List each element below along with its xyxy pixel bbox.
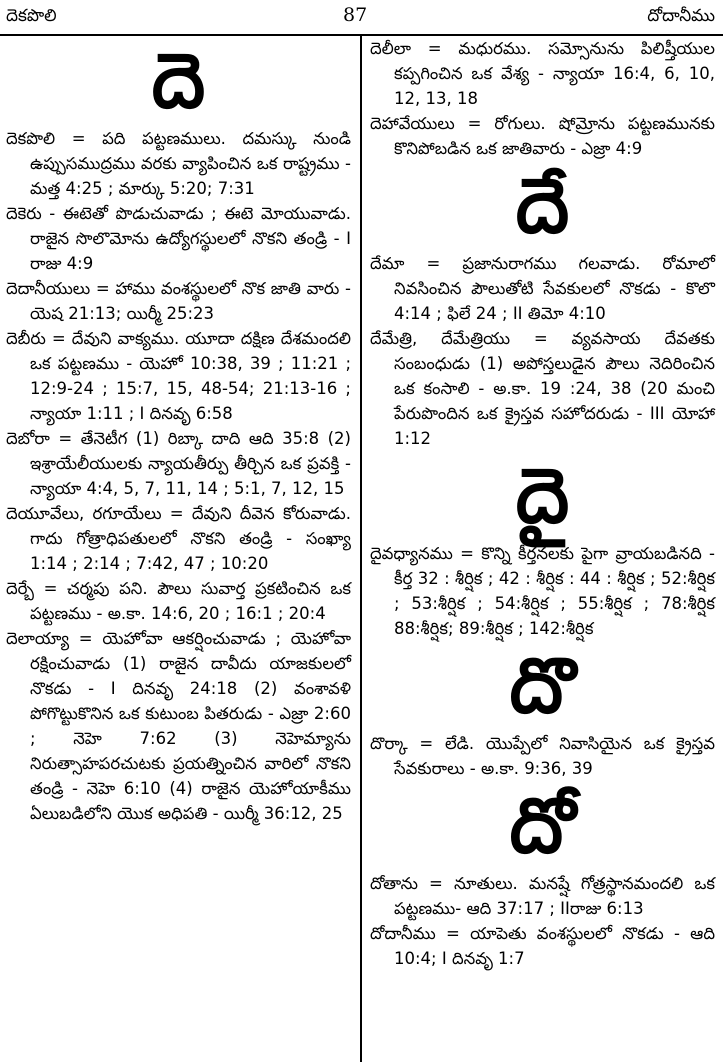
column-divider — [360, 34, 362, 1062]
section-letter: దె — [151, 36, 206, 125]
dictionary-entry: దెహావేయులు = రోగులు. షోమ్రోను పట్టణమునకు కొనిపోబడిన ఒక జాతివారు - ఎజ్రా 4:9 — [370, 114, 715, 158]
dictionary-entry: దెర్బే = చర్మపు పని. పౌలు సువార్త ప్రకటించిన ఒక పట్టణము - అ.కా. 14:6, 20 ; 16:1 ; 20:4 — [6, 579, 351, 623]
page-header — [0, 0, 723, 36]
section-letter: దే — [515, 161, 570, 250]
dictionary-entry: దోతాను = నూతులు. మనష్షే గోత్రస్థానమందలి ఒక పట్టణము- ఆది 37:17 ; IIరాజు 6:13 — [370, 874, 715, 918]
dictionary-entry: దేమేత్రి, దేమేత్రియు = వ్యవసాయ దేవతకు సంబంధుడు (1) అపోస్తలుడైన పౌలు నెదిరించిన ఒక కంసాలి - అ.కా. 19 :24, 38 (20 మంచి పేరుపొందిన ఒక క్రైస్తవ సహోదరుడు - III యోహా 1:12 — [370, 329, 715, 448]
dictionary-entry: దెలీలా = మధురము. సమ్సోనును పిలిష్తీయుల కప్పగించిన ఒక వేశ్య - న్యాయా 16:4, 6, 10, 12, 13, 18 — [370, 39, 715, 108]
section-letter: దొ — [509, 641, 576, 730]
dictionary-entry: దెదానీయులు = హాము వంశస్థులలో నొక జాతి వారు - యెష 21:13; యిర్మీ 25:23 — [6, 279, 351, 323]
dictionary-entry: దెకపొలి = పది పట్టణములు. దమస్కు నుండి ఉప్పుసముద్రము వరకు వ్యాపించిన ఒక రాష్ట్రము - మత్త 4:25 ; మార్కు 5:20; 7:31 — [6, 129, 351, 198]
section-letter: దై — [515, 451, 570, 540]
dictionary-entry: దెకెరు - ఈటెతో పొడుచువాడు ; ఈటె వెూయువాడు. రాజైన సొలొమోను ఉద్యోగస్థులలో నొకని తండ్రి - I రాజు 4:9 — [6, 204, 351, 273]
left-column — [6, 36, 351, 826]
dictionary-entry: దేమా = ప్రజానురాగము గలవాడు. రోమాలో నివసించిన పౌలుతోటి సేవకులలో నొకడు - కొలొ 4:14 ; ఫిలే 24 ; II తిమో 4:10 — [370, 254, 715, 323]
dictionary-entry: దోదానీము = యాపెతు వంశస్థులలో నొకడు - ఆది 10:4; I దినవృ 1:7 — [370, 924, 715, 968]
dictionary-entry: దెయూవేలు, రగూయేలు = దేవుని దీవెన కోరువాడు. గాదు గోత్రాధిపతులలో నొకని తండ్రి - సంఖ్యా 1:14 ; 2:14 ; 7:42, 47 ; 10:20 — [6, 504, 351, 573]
dictionary-entry: దొర్కా = లేడి. యొప్పేలో నివాసియైన ఒక క్రైస్తవ సేవకురాలు - అ.కా. 9:36, 39 — [370, 734, 715, 778]
right-column — [370, 36, 715, 971]
section-letter: దో — [509, 781, 576, 870]
dictionary-entry: దెబీరు = దేవుని వాక్యము. యూదా దక్షిణ దేశమందలి ఒక పట్టణము - యెహో 10:38, 39 ; 11:21 ; 12:9-24 ; 15:7, 15, 48-54; 21:13-16 ; న్యాయా 1:11 ; I దినవృ 6:58 — [6, 329, 351, 423]
header-guide-word-right: దోదానీము — [647, 6, 715, 26]
dictionary-entry: దైవధ్యానము = కొన్ని కీర్తనలకు పైగా వ్రాయబడినది - కీర్త 32 : శీర్షిక ; 42 : శీర్షిక : 44 : శీర్షిక ; 52:శీర్షిక ; 53:శీర్షిక ; 54:శీర్షిక ; 55:శీర్షిక ; 78:శీర్షిక 88:శీర్షిక; 89:శీర్షిక ; 142:శీర్షిక — [370, 544, 715, 638]
header-guide-word-left: దెకపొలి — [6, 6, 57, 26]
dictionary-entry: దెబోరా = తేనెటీగ (1) రిబ్కా దాది ఆది 35:8 (2) ఇశ్రాయేలీయులకు న్యాయతీర్పు తీర్చిన ఒక ప్రవక్తి - న్యాయా 4:4, 5, 7, 11, 14 ; 5:1, 7, 12, 15 — [6, 429, 351, 498]
page-number: 87 — [343, 4, 368, 26]
dictionary-entry: దెలాయ్యా = యెహోవా ఆకర్షించువాడు ; యెహోవా రక్షించువాడు (1) రాజైన దావీదు యాజకులలో నొకడు - I దినవృ 24:18 (2) వంశావళి పోగొట్టుకొనిన ఒక కుటుంబ పితరుడు - ఎజ్రా 2:60 ; నెహె 7:62 (3) నెహెమ్యాను నిరుత్సాహపరచుటకు ప్రయత్నించిన వారిలో నొకని తండ్రి - నెహె 6:10 (4) రాజైన యెహోయాకీము ఏలుబడిలోని యొక అధిపతి - యిర్మీ 36:12, 25 — [6, 629, 351, 823]
